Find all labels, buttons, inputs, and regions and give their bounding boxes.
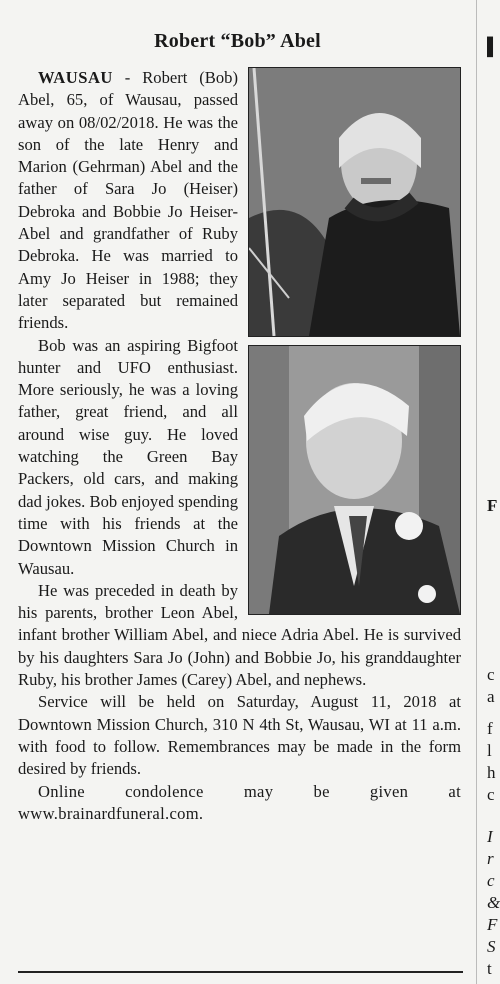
gutter-fragment: h — [487, 763, 496, 782]
gutter-fragment: r — [487, 849, 494, 868]
gutter-fragment: f — [487, 719, 493, 738]
paragraph-3: He was preceded in death by his parents, brother Leon Abel, infant brother William Abel, and niece Adria Abel. He is survived by his daughters Sara Jo (John) and Bobbie Jo, his granddaughter Ruby, his brother James (Carey) Abel, and nephews. — [18, 580, 461, 690]
gutter-fragment: a — [487, 687, 495, 706]
gutter-fragment: & — [487, 893, 500, 912]
gutter-fragment: ▌ — [487, 37, 500, 56]
gutter-fragment: c — [487, 785, 495, 804]
gutter-fragment: t — [487, 959, 492, 978]
photo-suit — [248, 345, 461, 615]
bottom-rule — [18, 971, 463, 973]
paragraph-5: Online condolence may be given at www.brainardfuneral.com. — [18, 781, 461, 823]
gutter-fragment: S — [487, 937, 496, 956]
dateline: WAUSAU — [38, 68, 113, 87]
paragraph-4: Service will be held on Saturday, August 11, 2018 at Downtown Mission Church, 310 N 4th St, Wausau, WI at 11 a.m. with food to follow. Remembrances may be made in the form desired by friends. — [18, 692, 461, 779]
photo-column — [248, 67, 461, 623]
paragraph-2: Bob was an aspiring Bigfoot hunter and UFO enthusiast. More seriously, he was a loving father, great friend, and all around wise guy. He loved watching the Green Bay Packers, old cars, and making dad jokes. Bob enjoyed spending time with his friends at the Downtown Mission Church in Wausau. — [18, 335, 238, 578]
obituary-title: Robert “Bob” Abel — [154, 30, 321, 52]
gutter-fragment: c — [487, 665, 495, 684]
adjacent-column-edge — [476, 0, 500, 984]
gutter-fragment: F — [487, 496, 498, 515]
photo-wetsuit — [248, 67, 461, 337]
obituary-body — [18, 67, 461, 825]
gutter-fragment: c — [487, 871, 495, 890]
gutter-fragment: l — [487, 741, 492, 760]
paragraph-1-text: - Robert (Bob) Abel, 65, of Wausau, passed away on 08/02/2018. He was the son of the late Henry and Marion (Gehrman) Abel and the father of Sara Jo (Heiser) Debroka and Bobbie Jo Heiser-Abel and grandfather of Ruby Debroka. He was married to Amy Jo Heiser in 1988; they later separated but remained friends. — [18, 68, 238, 333]
gutter-fragment: I — [487, 827, 493, 846]
gutter-fragment: F — [487, 915, 498, 934]
